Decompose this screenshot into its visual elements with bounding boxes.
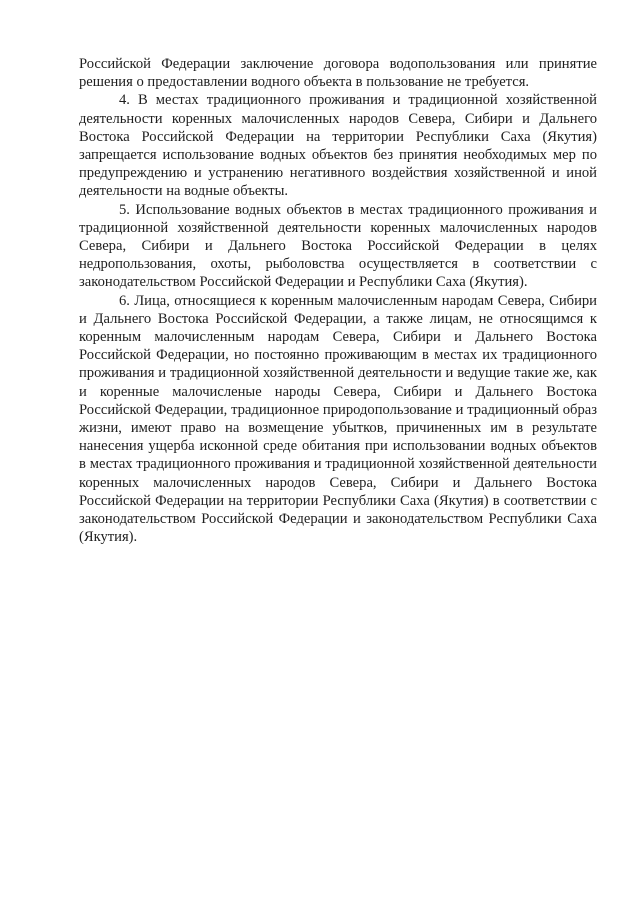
document-body [79,55,597,546]
paragraph-item-6: 6. Лица, относящиеся к коренным малочисленным народам Севера, Сибири и Дальнего Востока Российской Федерации, а также лицам, не относящимся к коренным малочисленным народам Севера, Сибири и Дальнего Востока Российской Федерации, но постоянно проживающим в местах их традиционного проживания и традиционной хозяйственной деятельности и ведущие такие же, как и коренные малочисленые народы Севера, Сибири и Дальнего Востока Российской Федерации, традиционное природопользование и традиционный образ жизни, имеют право на возмещение убытков, причиненных им в результате нанесения ущерба исконной среде обитания при использовании водных объектов в местах традиционного проживания и традиционной хозяйственной деятельности коренных малочисленных народов Севера, Сибири и Дальнего Востока Российской Федерации на территории Республики Саха (Якутия) в соответствии с законодательством Российской Федерации и законодательством Республики Саха (Якутия). [79,292,597,546]
paragraph-item-5: 5. Использование водных объектов в местах традиционного проживания и традиционной хозяйственной деятельности коренных малочисленных народов Севера, Сибири и Дальнего Востока Российской Федерации в целях недропользования, охоты, рыболовства осуществляется в соответствии с законодательством Российской Федерации и Республики Саха (Якутия). [79,201,597,291]
paragraph-item-4: 4. В местах традиционного проживания и традиционной хозяйственной деятельности коренных малочисленных народов Севера, Сибири и Дальнего Востока Российской Федерации на территории Республики Саха (Якутия) запрещается использование водных объектов без принятия необходимых мер по предупреждению и устранению негативного воздействия хозяйственной и иной деятельности на водные объекты. [79,92,597,200]
paragraph-continuation: Российской Федерации заключение договора водопользования или принятие решения о предоставлении водного объекта в пользование не требуется. [79,56,597,91]
